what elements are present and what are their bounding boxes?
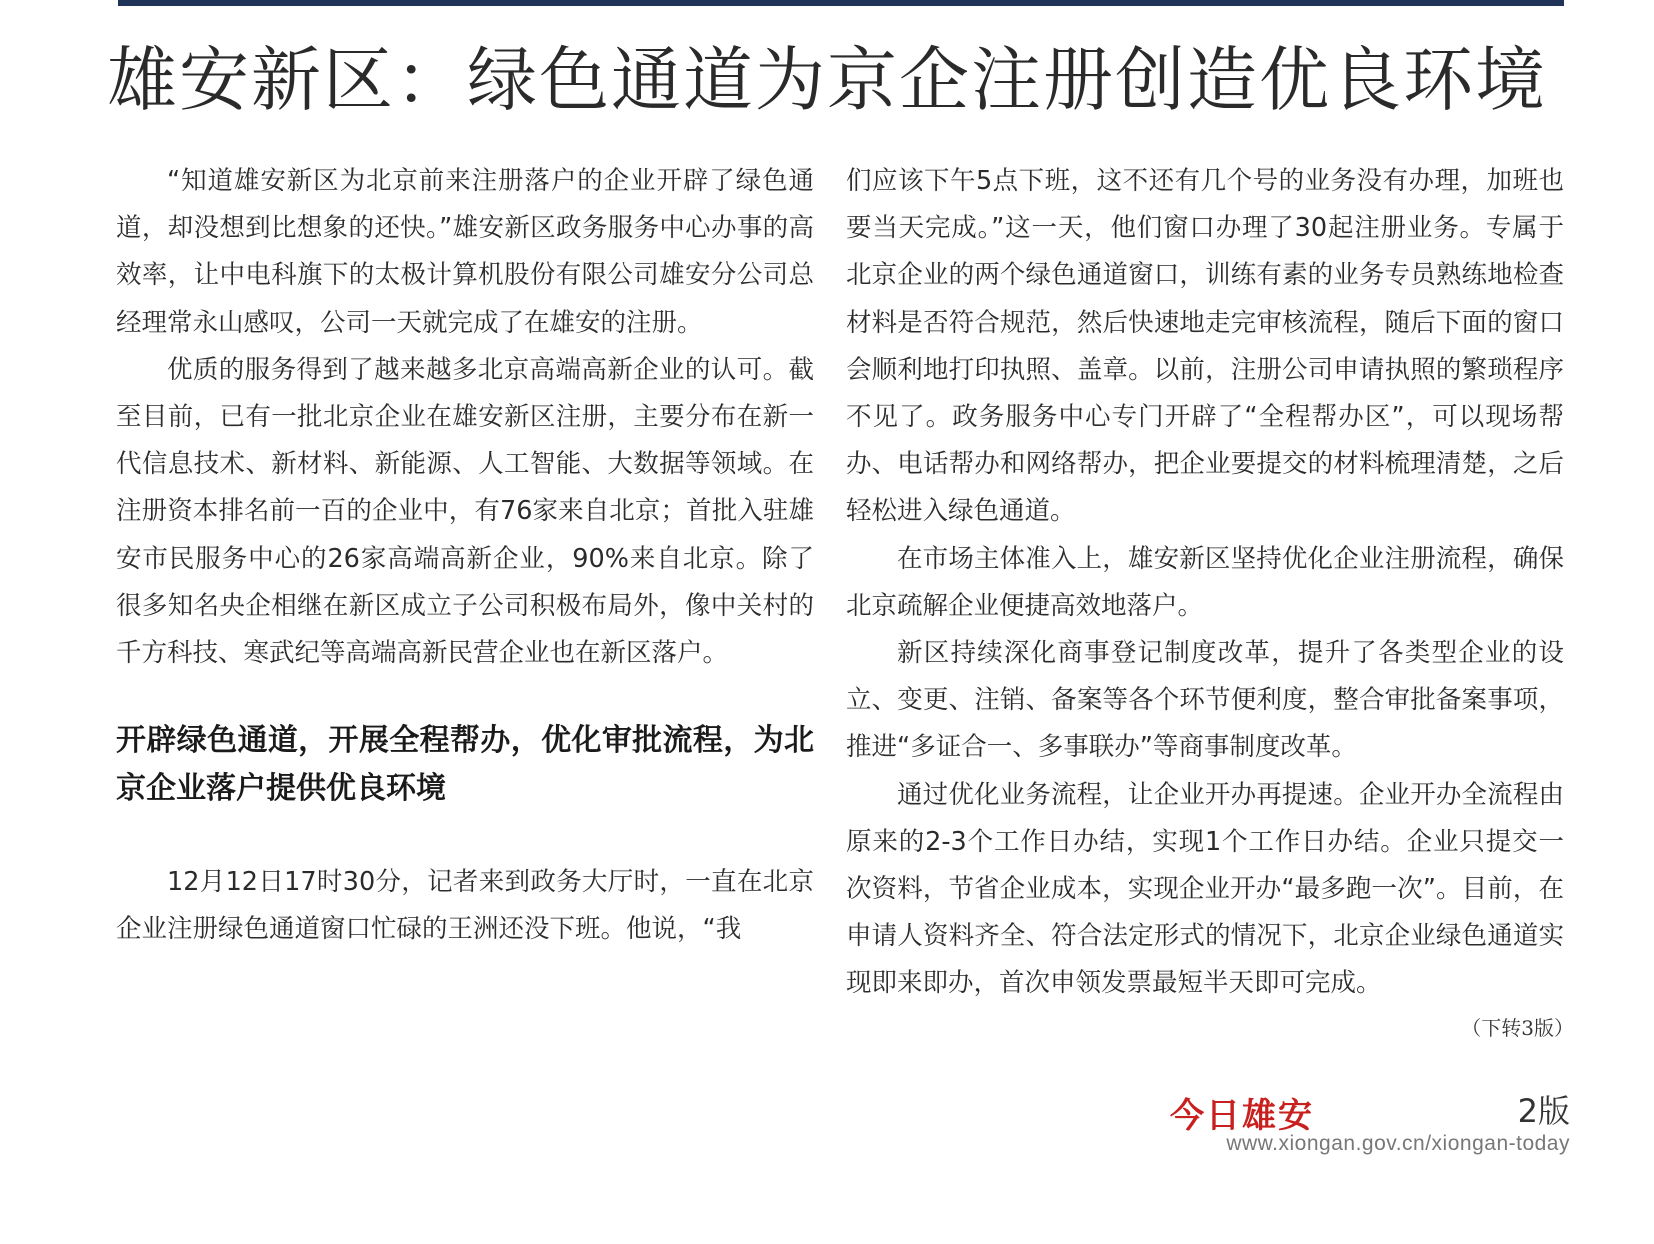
paragraph: 在市场主体准入上，雄安新区坚持优化企业注册流程，确保北京疏解企业便捷高效地落户。: [846, 543, 1564, 621]
top-rule: [118, 0, 1564, 6]
paragraph-continued: 们应该下午5点下班，这不还有几个号的业务没有办理，加班也要当天完成。”这一天，他们窗口办理了30起注册业务。专属于北京企业的两个绿色通道窗口，训练有素的业务专员熟练地检查材料是否符合规范，然后快速地走完审核流程，随后下面的窗口会顺利地打印执照、盖章。以前，注册公司申请执照的繁琐程序不见了。政务服务中心专门开辟了“全程帮办区”，可以现场帮办、电话帮办和网络帮办，把企业要提交的材料梳理清楚，之后轻松进入绿色通道。: [846, 166, 1564, 527]
newspaper-logo: 今日雄安: [1170, 1096, 1314, 1136]
article-column-left: [116, 158, 814, 954]
article-column-right: [846, 158, 1564, 1008]
headline: 雄安新区：绿色通道为京企注册创造优良环境: [107, 39, 1547, 121]
paragraph: 优质的服务得到了越来越多北京高端高新企业的认可。截至目前，已有一批北京企业在雄安新区注册，主要分布在新一代信息技术、新材料、新能源、人工智能、大数据等领域。在注册资本排名前一百的企业中，有76家来自北京；首批入驻雄安市民服务中心的26家高端高新企业，90%来自北京。除了很多知名央企相继在新区成立子公司积极布局外，像中关村的千方科技、寒武纪等高端高新民营企业也在新区落户。: [116, 354, 814, 669]
paragraph: 通过优化业务流程，让企业开办再提速。企业开办全流程由原来的2-3个工作日办结，实现1个工作日办结。企业只提交一次资料，节省企业成本，实现企业开办“最多跑一次”。目前，在申请人资料齐全、符合法定形式的情况下，北京企业绿色通道实现即来即办，首次申领发票最短半天即可完成。: [846, 779, 1564, 999]
paragraph: “知道雄安新区为北京前来注册落户的企业开辟了绿色通道，却没想到比想象的还快。”雄安新区政务服务中心办事的高效率，让中电科旗下的太极计算机股份有限公司雄安分公司总经理常永山感叹，公司一天就完成了在雄安的注册。: [116, 166, 814, 338]
continued-on-note: （下转3版）: [1461, 1016, 1574, 1040]
footer-url[interactable]: www.xiongan.gov.cn/xiongan-today: [1226, 1132, 1570, 1155]
paragraph: 新区持续深化商事登记制度改革，提升了各类型企业的设立、变更、注销、备案等各个环节便利度，整合审批备案事项，推进“多证合一、多事联办”等商事制度改革。: [846, 638, 1564, 763]
page-edition: 2版: [1517, 1092, 1570, 1130]
paragraph: 12月12日17时30分，记者来到政务大厅时，一直在北京企业注册绿色通道窗口忙碌的王洲还没下班。他说，“我: [116, 867, 814, 945]
section-subheading: 开辟绿色通道，开展全程帮办，优化审批流程，为北京企业落户提供优良环境: [116, 723, 814, 807]
